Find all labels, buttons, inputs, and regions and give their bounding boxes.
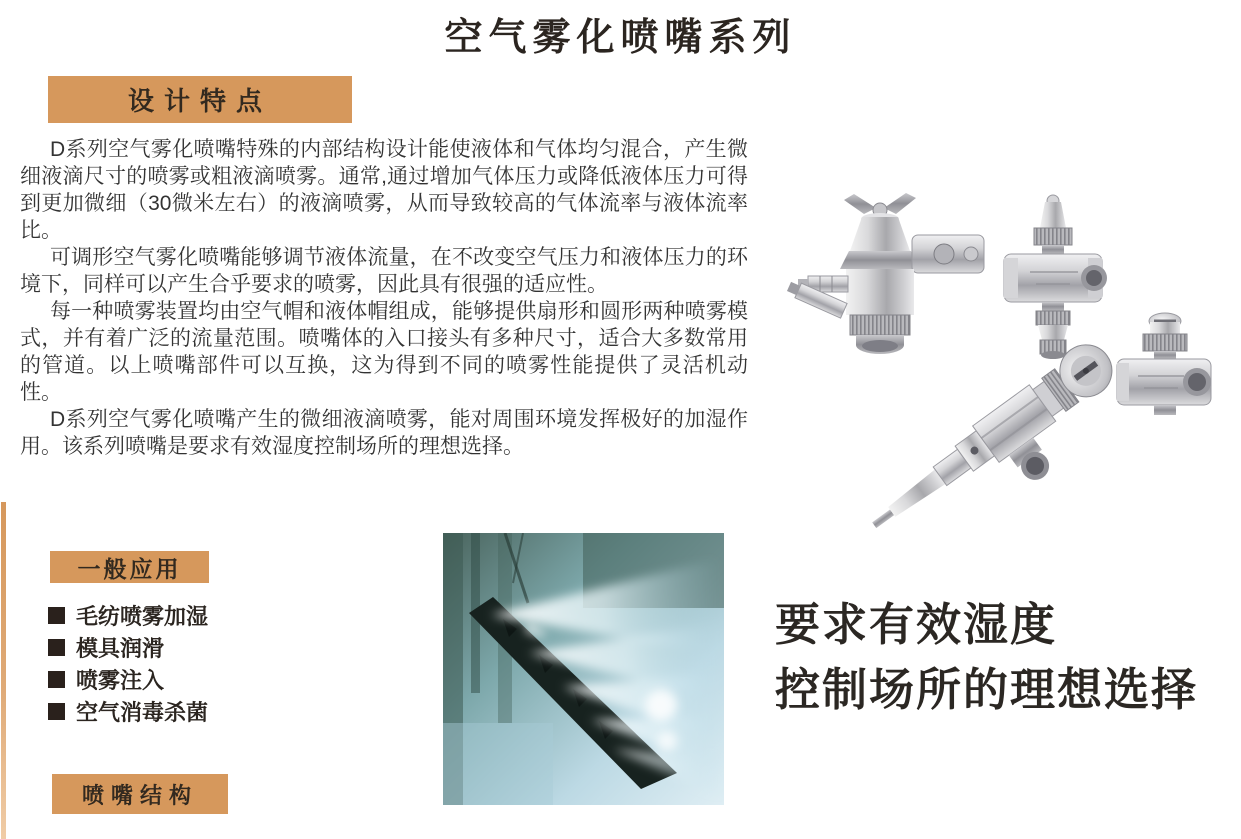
list-item-label: 喷雾注入	[76, 667, 165, 693]
paragraph: 每一种喷雾装置均由空气帽和液体帽组成，能够提供扇形和圆形两种喷雾模式，并有着广泛的流量范围。喷嘴体的入口接头有多种尺寸，适合大多数常用的管道。以上喷嘴部件可以互换，这为得到不同的喷雾性能提供了灵活机动性。	[20, 300, 748, 404]
paragraph: D系列空气雾化喷嘴特殊的内部结构设计能使液体和气体均匀混合，产生微细液滴尺寸的喷雾或粗液滴喷雾。通常,通过增加气体压力或降低液体压力可得到更加微细（30微米左右）的液滴喷雾，从而导致较高的气体流率与液体流率比。	[20, 138, 748, 242]
list-item	[48, 631, 208, 663]
nozzle-tee-small	[1117, 313, 1211, 415]
nozzle-cluster-image	[780, 188, 1240, 528]
humidification-spray-image	[443, 533, 724, 805]
section-heading-applications	[50, 551, 209, 583]
bullet-square-icon	[48, 671, 65, 688]
section-heading-nozzle-structure	[52, 774, 228, 814]
nozzle-tee-vertical	[1004, 195, 1107, 359]
applications-list	[48, 599, 208, 727]
section-heading-label: 一般应用	[77, 555, 182, 582]
slogan-line-2: 控制场所的理想选择	[775, 664, 1199, 715]
list-item	[48, 695, 208, 727]
list-item	[48, 599, 208, 631]
spray-photo	[443, 533, 724, 805]
paragraph: D系列空气雾化喷嘴产生的微细液滴喷雾，能对周围环境发挥极好的加湿作用。该系列喷嘴是要求有效湿度控制场所的理想选择。	[20, 408, 748, 458]
list-item-label: 空气消毒杀菌	[76, 699, 209, 725]
nozzle-adjustable	[786, 193, 984, 354]
paragraph: 可调形空气雾化喷嘴能够调节液体流量，在不改变空气压力和液体压力的环境下，同样可以产生合乎要求的喷雾，因此具有很强的适应性。	[20, 246, 748, 296]
nozzle-elbow-angled	[859, 335, 1143, 528]
bullet-square-icon	[48, 703, 65, 720]
section-heading-label: 设计特点	[127, 86, 272, 116]
section-heading-design-features	[48, 76, 352, 123]
list-item-label: 毛纺喷雾加湿	[76, 603, 209, 629]
slogan-line-1: 要求有效湿度	[775, 599, 1058, 650]
section-heading-label: 喷嘴结构	[81, 782, 198, 808]
bullet-square-icon	[48, 607, 65, 624]
product-photo-nozzles	[780, 188, 1240, 528]
bullet-square-icon	[48, 639, 65, 656]
slogan	[775, 592, 1198, 722]
list-item-label: 模具润滑	[76, 635, 165, 661]
left-accent-bar	[1, 502, 6, 839]
page-title: 空气雾化喷嘴系列	[444, 17, 797, 59]
design-features-text	[20, 136, 748, 460]
list-item	[48, 663, 208, 695]
